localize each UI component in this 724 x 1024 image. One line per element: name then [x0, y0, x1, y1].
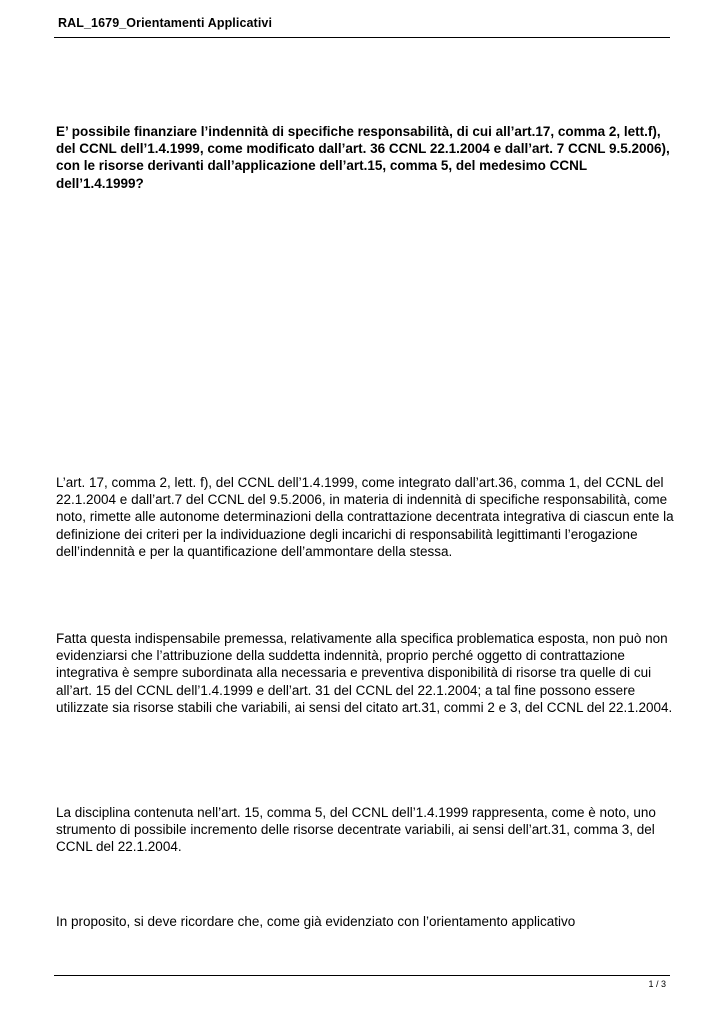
header-divider: [54, 37, 670, 38]
body-paragraph-2: Fatta questa indispensabile premessa, relativamente alla specifica problematica esposta, non può non evidenziarsi che l’attribuzione della suddetta indennità, proprio perché oggetto di contrattazione integrativa è sempre subordinata alla necessaria e preventiva disponibilità di risorse tra quelle di cui all’art. 15 del CCNL dell’1.4.1999 e dell’art. 31 del CCNL del 22.1.2004; a tal fine possono essere utilizzate sia risorse stabili che variabili, ai sensi del citato art.31, commi 2 e 3, del CCNL del 22.1.2004.: [56, 631, 673, 715]
body-paragraph-1: L’art. 17, comma 2, lett. f), del CCNL dell’1.4.1999, come integrato dall’art.36, comma 1, del CCNL del 22.1.2004 e dall’art.7 del CCNL del 9.5.2006, in materia di indennità di specifiche responsabilità, come noto, rimette alle autonome determinazioni della contrattazione decentrata integrativa di ciascun ente la definizione dei criteri per la individuazione degli incarichi di responsabilità legittimanti l’erogazione dell’indennità e per la quantificazione dell’ammontare della stessa.: [56, 475, 674, 559]
body-paragraph-3: La disciplina contenuta nell’art. 15, comma 5, del CCNL dell’1.4.1999 rappresenta, come è noto, uno strumento di possibile incremento delle risorse decentrate variabili, ai sensi dell’art.31, comma 3, del CCNL del 22.1.2004.: [56, 805, 656, 855]
body-paragraph-4: In proposito, si deve ricordare che, come già evidenziato con l’orientamento applicativo: [56, 914, 576, 929]
footer-divider: [54, 975, 670, 976]
document-header-title: RAL_1679_Orientamenti Applicativi: [58, 16, 273, 30]
question-text: E’ possibile finanziare l’indennità di specifiche responsabilità, di cui all’art.17, comma 2, lett.f), del CCNL dell’1.4.1999, come modificato dall’art. 36 CCNL 22.1.2004 e dall’art. 7 CCNL 9.5.2006), con le risorse derivanti dall’applicazione dell’art.15, comma 5, del medesimo CCNL dell’1.4.1999?: [56, 124, 670, 191]
page-number: 1 / 3: [648, 979, 666, 989]
